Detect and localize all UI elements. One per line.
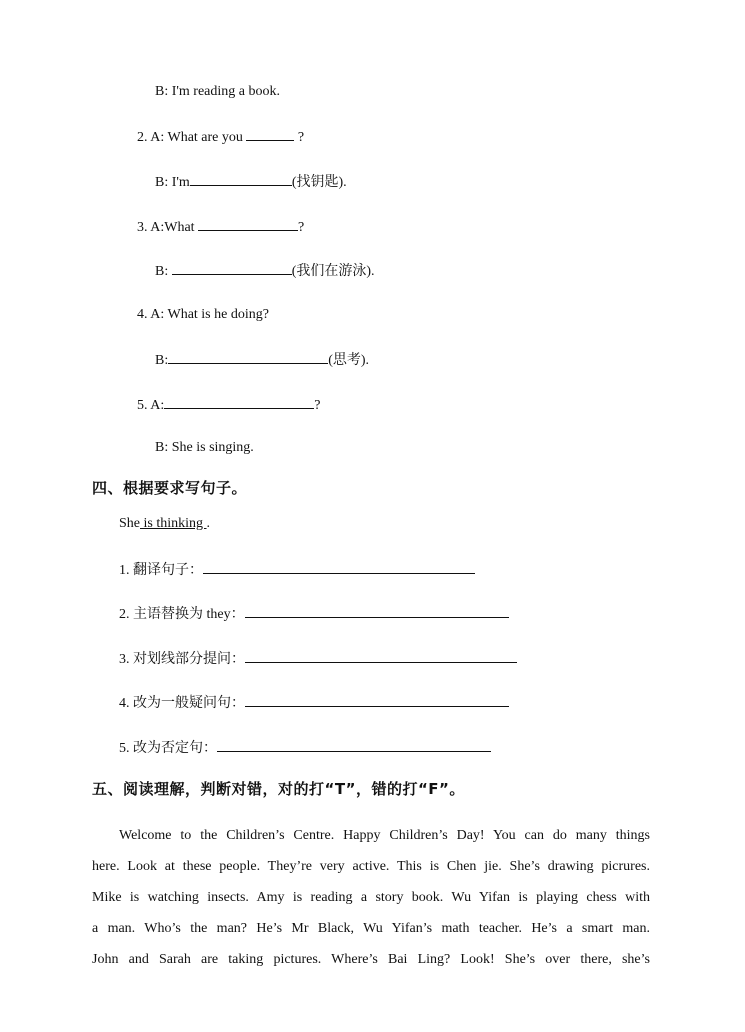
passage-line: Mike is watching insects. Amy is reading a story book. Wu Yifan is playing chess with [92,890,650,905]
q4-answer-blank[interactable] [168,350,328,364]
sentence-underlined-part: is thinking [140,516,207,531]
q4-answer-line [155,350,369,370]
section4-item-5 [119,738,491,758]
q2-answer-text: B: I'm [155,175,190,190]
q3-answer-blank[interactable] [172,261,292,275]
q2-blank[interactable] [246,127,294,141]
q2-answer-blank[interactable] [190,172,292,186]
passage-line: a man. Who’s the man? He’s Mr Black, Wu Yifan’s math teacher. He’s a smart man. [92,921,650,936]
passage-line: John and Sarah are taking pictures. Where’s Bai Ling? Look! She’s over there, she’s [92,952,650,967]
q4-answer-text: B: [155,353,169,368]
q2-question-text: 2. A: What are you [137,130,247,145]
passage-line: Welcome to the Children’s Centre. Happy Children’s Day! You can do many things [119,828,650,843]
item-3-blank[interactable] [245,649,517,663]
q3-answer-text: B: [155,264,172,279]
section4-item-3 [119,649,517,669]
item-2-blank[interactable] [245,604,509,618]
q5-question-text: 5. A: [137,398,165,413]
item-5-blank[interactable] [217,738,491,752]
q2-answer-line [155,172,347,192]
sentence-subject: She [119,516,140,531]
q2-answer-hint: (找钥匙). [291,175,347,190]
q1-answer-line: B: I'm reading a book. [155,84,280,99]
item-5-label: 5. 改为否定句： [119,741,217,756]
item-3-label: 3. 对划线部分提问： [119,652,245,667]
q5-answer-line: B: She is singing. [155,440,254,455]
q3-answer-line [155,261,375,281]
q2-question-end: ? [294,130,305,145]
q3-question-end: ? [298,220,305,235]
q3-answer-hint: (我们在游泳). [291,264,375,279]
reading-passage [92,820,650,975]
q4-question-line: 4. A: What is he doing? [137,307,269,322]
item-4-blank[interactable] [245,693,509,707]
passage-line: here. Look at these people. They’re very active. This is Chen jie. She’s drawing picrures. [92,859,650,874]
q5-blank[interactable] [164,395,314,409]
section4-item-1 [119,560,475,580]
section4-item-2 [119,604,509,624]
section4-example-sentence [119,515,210,533]
sentence-period: . [206,516,211,531]
section4-heading: 四、根据要求写句子。 [92,479,248,497]
q3-blank[interactable] [198,217,298,231]
q4-answer-hint: (思考). [328,353,370,368]
item-1-blank[interactable] [203,560,475,574]
q3-question-text: 3. A:What [137,220,199,235]
section4-item-4 [119,693,509,713]
q5-question-end: ? [314,398,321,413]
q2-question-line [137,127,304,147]
item-4-label: 4. 改为一般疑问句： [119,696,245,711]
section5-heading: 五、阅读理解，判断对错，对的打“T”，错的打“F”。 [92,780,465,798]
q3-question-line [137,217,304,237]
item-2-label: 2. 主语替换为 they： [119,607,245,622]
item-1-label: 1. 翻译句子： [119,563,203,578]
q5-question-line [137,395,320,415]
